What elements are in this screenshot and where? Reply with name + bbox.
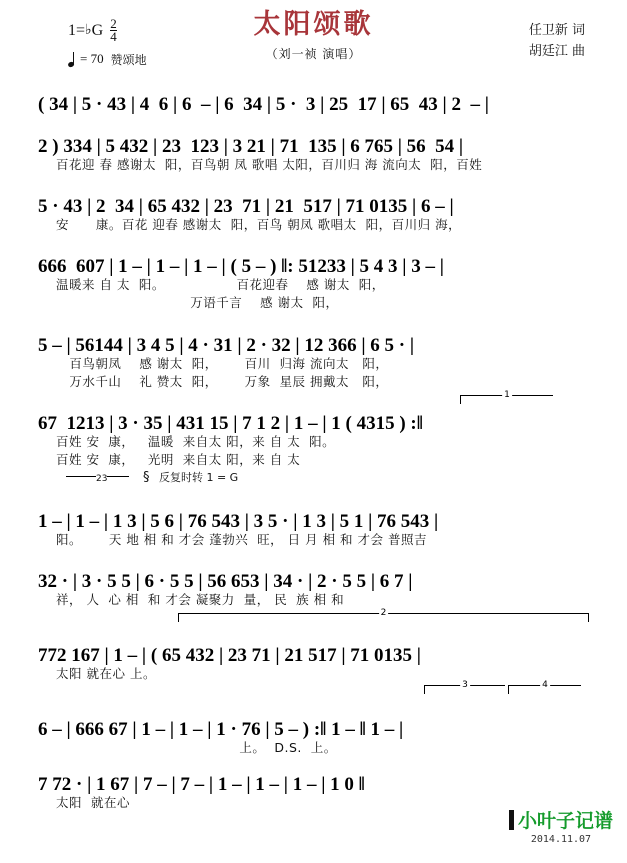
second-ending-bracket: [178, 608, 589, 622]
repeat-instruction-bracket: [66, 469, 238, 485]
music-row: 32 · | 3 · 5 5 | 6 · 5 5 | 56 653 | 34 · | 2 · 5 5 | 6 7 |: [38, 571, 413, 593]
key-value: G: [91, 21, 104, 39]
music-row: 5 · 43 | 2 34 | 65 432 | 23 71 | 21 517 | 71 0135 | 6 – |: [38, 196, 454, 218]
ending-number: 1: [504, 389, 510, 400]
watermark-text: 小叶子记谱: [517, 810, 613, 832]
key-label: 1=: [68, 21, 86, 39]
lyricist-credit: 任卫新 词: [528, 23, 585, 38]
bracket-number: 23: [96, 474, 108, 484]
fourth-ending-bracket: [508, 680, 581, 694]
lyric-line: 百花迎 春 感谢太 阳，百鸟朝 凤 歌唱 太阳，百川归 海 流向太 阳，百姓: [56, 157, 483, 172]
lyric-line: 上。 D.S. 上。: [56, 740, 337, 756]
system-8: [38, 549, 589, 609]
music-row: 666 607 | 1 – | 1 – | 1 – | ( 5 – ) ‖: 51233 | 5 4 3 | 3 – |: [38, 256, 444, 278]
lyric-line: 温暖来 自 太 阳。 百花迎春 感 谢太 阳，: [56, 277, 385, 293]
ending-number: 4: [542, 680, 548, 691]
lyric-line-verse2: 万语千言 感 谢太 阳，: [56, 295, 339, 311]
lyric-line: 太阳 就在心 上。: [56, 666, 156, 682]
lyric-line: 太阳 就在心: [56, 794, 130, 810]
repeat-instruction-text: 反复时转 1 = G: [158, 471, 239, 484]
lyric-line: 阳。 天 地 相 和 才会 蓬勃兴 旺， 日 月 相 和 才会 普照吉: [56, 532, 427, 547]
system-7: [38, 469, 589, 549]
system-3: [38, 174, 589, 234]
third-ending-bracket: [424, 680, 505, 694]
lyric-line-verse2: 万水千山 礼 赞太 阳， 万象 星辰 拥戴太 阳，: [56, 373, 389, 389]
watermark-title-line: [509, 810, 613, 832]
tempo-value: = 70: [80, 51, 104, 67]
system-6: [38, 391, 589, 469]
meter-numerator: 2: [110, 16, 117, 31]
system-9: [38, 609, 589, 683]
system-4: [38, 234, 589, 312]
meter-denominator: 4: [110, 29, 117, 45]
first-ending-bracket: [460, 389, 553, 404]
ending-number: 2: [380, 608, 387, 619]
system-11: [38, 758, 589, 812]
music-row: 5 – | 56144 | 3 4 5 | 4 · 31 | 2 · 32 | 12 366 | 6 5 · |: [38, 334, 415, 356]
composer-credit: 胡廷江 曲: [528, 44, 585, 60]
segno-icon: §: [142, 470, 150, 485]
performer-subtitle: （刘一祯 演唱）: [265, 46, 362, 61]
ending-number: 3: [462, 680, 468, 691]
flat-symbol: ♭: [85, 23, 92, 39]
tempo-expression: 赞颂地: [110, 52, 147, 67]
system-1: [38, 78, 589, 114]
lyric-line: 祥， 人 心 相 和 才会 凝聚力 量， 民 族 相 和: [56, 592, 345, 608]
lyric-line: 百姓 安 康， 温暖 来自太 阳，来 自 太 阳。: [56, 433, 336, 449]
final-barline-icon: [509, 810, 514, 830]
watermark: [509, 810, 613, 845]
page-title: 太阳颂歌: [253, 9, 374, 40]
lyric-line: 安 康。百花 迎春 感谢太 阳，百鸟 朝凤 歌唱太 阳，百川归 海，: [56, 217, 462, 233]
music-row: 67 1213 | 3 · 35 | 431 15 | 7 1 2 | 1 – | 1 ( 4315 ) :‖: [38, 412, 423, 434]
score-header: [0, 0, 627, 78]
lyric-line: 百鸟朝凤 感 谢太 阳， 百川 归海 流向太 阳，: [56, 355, 389, 371]
music-row: 7 72 · | 1 67 | 7 – | 7 – | 1 – | 1 – | 1 – | 1 0 ‖: [38, 773, 365, 795]
watermark-date: 2014.11.07: [530, 834, 592, 845]
music-row: ( 34 | 5 · 43 | 4 6 | 6 – | 6 34 | 5 · 3 | 25 17 | 65 43 | 2 – |: [38, 94, 489, 115]
lyric-line-verse2: 百姓 安 康， 光明 来自太 阳，来 自 太: [56, 451, 301, 467]
music-systems: [0, 78, 627, 812]
system-10: [38, 680, 589, 757]
music-row: 772 167 | 1 – | ( 65 432 | 23 71 | 21 517 | 71 0135 |: [38, 645, 421, 667]
music-row: 6 – | 666 67 | 1 – | 1 – | 1 · 76 | 5 – ) :‖ 1 – ‖ 1 – |: [38, 719, 404, 741]
music-row: 1 – | 1 – | 1 3 | 5 6 | 76 543 | 3 5 · | 1 3 | 5 1 | 76 543 |: [38, 511, 439, 532]
credits-block: [529, 20, 585, 63]
music-row: 2 ) 334 | 5 432 | 23 123 | 3 21 | 71 135 | 6 765 | 56 54 |: [38, 136, 464, 157]
system-2: [38, 114, 589, 174]
system-5: [38, 313, 589, 391]
